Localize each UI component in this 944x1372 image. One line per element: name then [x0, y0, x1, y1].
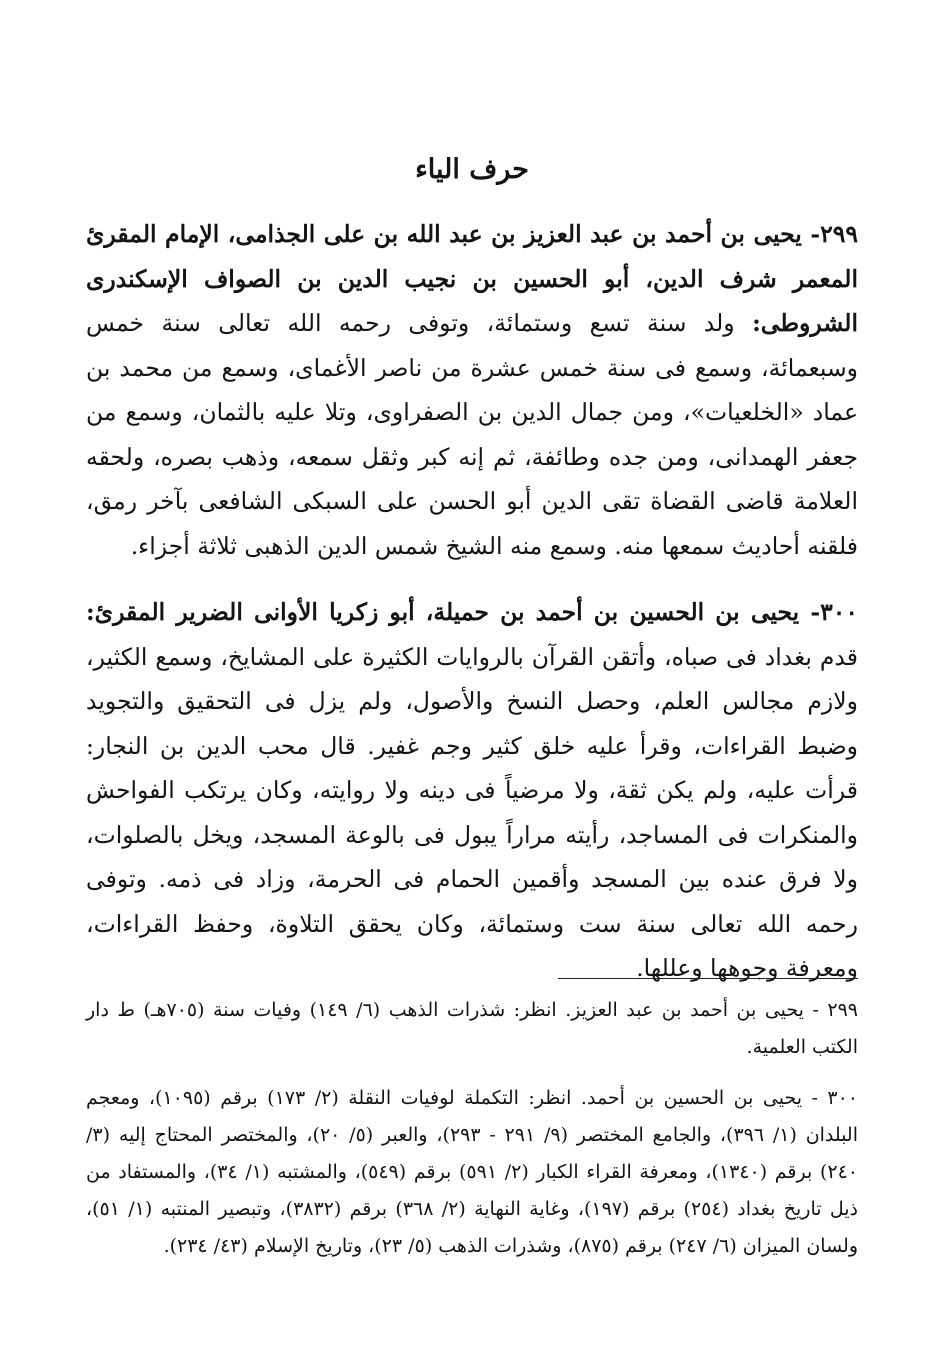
entry-text: ولد سنة تسع وستمائة، وتوفى رحمه الله تعالى سنة خمس وسبعمائة، وسمع فى سنة خمس عشرة من ناصر الأغماى، وسمع من محمد بن عماد «الخلعيات»، ومن جمال الدين بن الصفراوى، وتلا عليه بالثمان، وسمع من جعفر الهمدانى، ومن جده وطائفة، ثم إنه كبر وثقل سمعه، وذهب بصره، ولحقه العلامة قاضى القضاة تقى الدين أبو الحسن على السبكى الشافعى بآخر رمق، فلقنه أحاديث سمعها منه. وسمع منه الشيخ شمس الدين الذهبى ثلاثة أجزاء.	[86, 309, 858, 560]
book-page	[86, 0, 858, 1372]
chapter-title: حرف الياء	[415, 154, 529, 185]
entry-299	[86, 212, 858, 568]
entry-heading: ٣٠٠- يحيى بن الحسين بن أحمد بن حميلة، أبو زكريا الأوانى الضرير المقرئ:	[86, 598, 858, 626]
footnote-300: ٣٠٠ - يحيى بن الحسين بن أحمد. انظر: التكملة لوفيات النقلة (٢/ ١٧٣) برقم (١٠٩٥)، ومعجم البلدان (١/ ٣٩٦)، والجامع المختصر (٩/ ٢٩١ - ٢٩٣)، والعبر (٥/ ٢٠)، والمختصر المحتاج إليه (٣/ ٢٤٠) برقم (١٣٤٠)، ومعرفة القراء الكبار (٢/ ٥٩١) برقم (٥٤٩)، والمشتبه (١/ ٣٤)، والمستفاد من ذيل تاريخ بغداد (٢٥٤) برقم (١٩٧)، وغاية النهاية (٢/ ٣٦٨) برقم (٣٨٣٢)، وتبصير المنتبه (١/ ٥١)، ولسان الميزان (٦/ ٢٤٧) برقم (٨٧٥)، وشذرات الذهب (٥/ ٢٣)، وتاريخ الإسلام (٤٣/ ٢٣٤).	[86, 1087, 859, 1257]
entry-text: قدم بغداد فى صباه، وأتقن القرآن بالروايات الكثيرة على المشايخ، وسمع الكثير، ولازم مجالس العلم، وحصل النسخ والأصول، ولم يزل فى التحقيق والتجويد وضبط القراءات، وقرأ عليه خلق كثير وجم غفير. قال محب الدين بن النجار: قرأت عليه، ولم يكن ثقة، ولا مرضياً فى دينه ولا روايته، وكان يرتكب الفواحش والمنكرات فى المساجد، رأيته مراراً يبول فى بالوعة المسجد، ويخل بالصلوات، ولا فرق عنده بين المسجد وأقمين الحمام فى الحرمة، وزاد فى ذمه. وتوفى رحمه الله تعالى سنة ست وستمائة، وكان يحقق التلاوة، وحفظ القراءات، ومعرفة وجوهها وعللها.	[86, 642, 858, 982]
footnote-299: ٢٩٩ - يحيى بن أحمد بن عبد العزيز. انظر: شذرات الذهب (٦/ ١٤٩) وفيات سنة (٧٠٥هـ) ط دار الكتب العلمية.	[86, 999, 859, 1058]
entry-heading: ٢٩٩- يحيى بن أحمد بن عبد العزيز بن عبد الله بن على الجذامى، الإمام المقرئ المعمر شرف الدين، أبو الحسين بن نجيب الدين بن الصواف الإسكندرى الشروطى:	[86, 220, 858, 337]
footnotes	[86, 992, 858, 1279]
entry-300	[86, 590, 858, 991]
footnote-separator	[558, 978, 858, 979]
entries-body	[86, 212, 858, 1013]
